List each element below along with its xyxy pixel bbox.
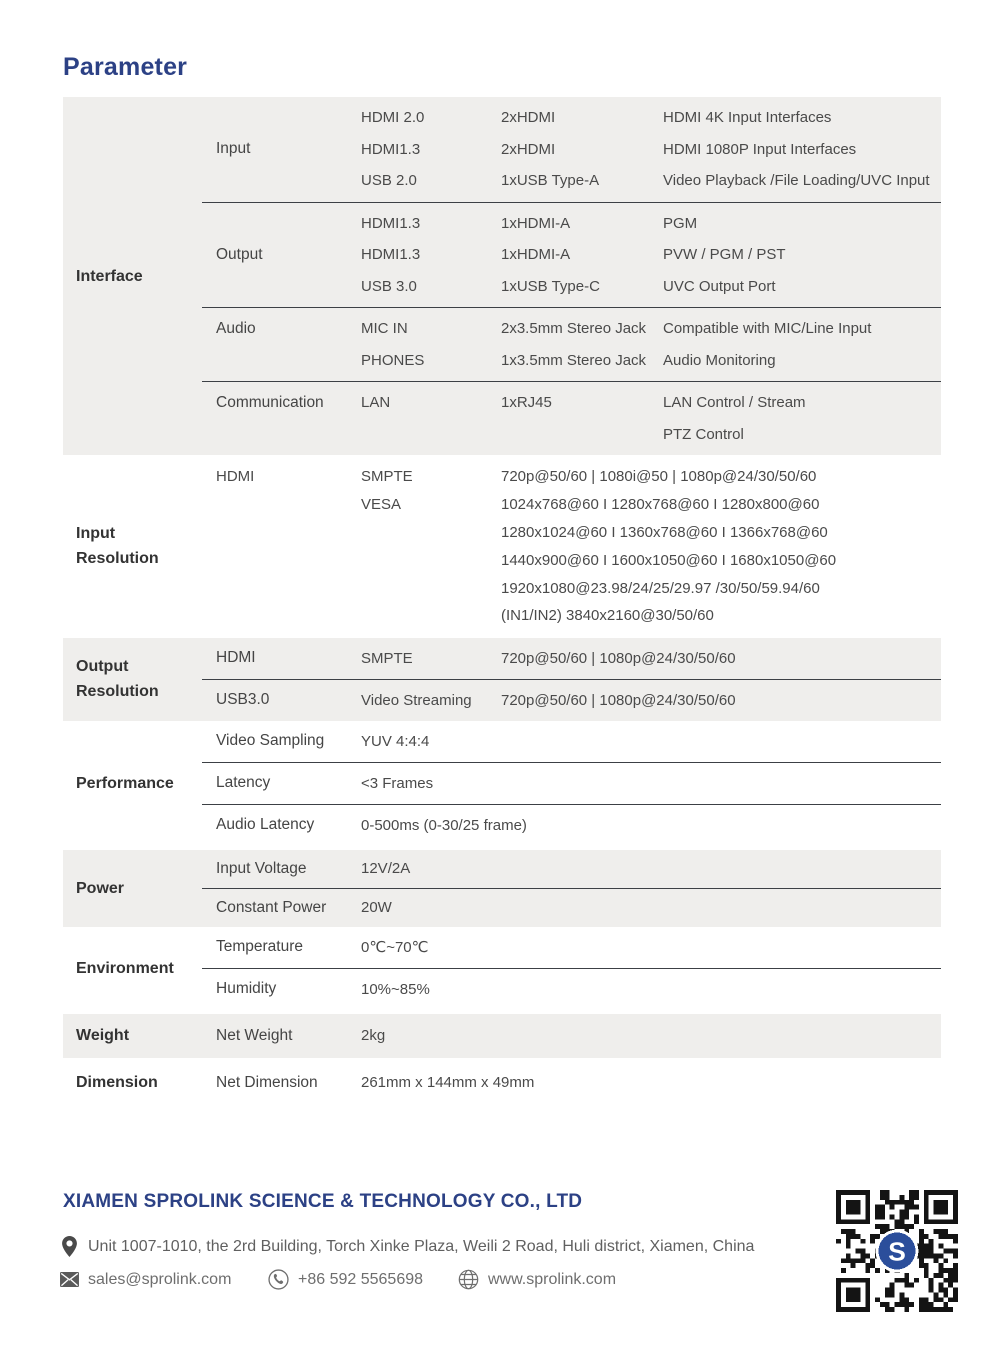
spec-cell: <3 Frames — [361, 774, 434, 792]
spec-cell: LAN — [361, 394, 391, 412]
subsection-label-temperature: Temperature — [216, 938, 304, 956]
section-label-interface: Interface — [76, 267, 143, 285]
subsection-label-hdmi: HDMI — [216, 468, 255, 486]
spec-cell: 1xUSB Type-C — [501, 277, 600, 295]
subsection-label-hdmi: HDMI — [216, 649, 256, 667]
section-output-resolution — [63, 638, 941, 721]
section-dimension — [63, 1058, 941, 1108]
spec-cell: 2xHDMI — [501, 109, 556, 127]
table-row — [361, 387, 941, 419]
spec-cell: 20W — [361, 899, 392, 917]
spec-cell: Video Streaming — [361, 691, 472, 709]
section-input-resolution — [63, 455, 941, 638]
spec-cell: LAN Control / Stream — [663, 394, 806, 412]
spec-cell: 261mm x 144mm x 49mm — [361, 1074, 535, 1092]
table-row — [361, 271, 941, 303]
section-label-performance: Performance — [76, 774, 174, 792]
section-label-dimension: Dimension — [76, 1074, 158, 1092]
group-input — [202, 97, 941, 202]
section-interface — [63, 97, 941, 455]
email-text: sales@sprolink.com — [88, 1270, 232, 1288]
svg-text:S: S — [888, 1236, 906, 1267]
phone-contact — [268, 1269, 458, 1290]
table-row — [202, 927, 941, 968]
subsection-label-input-voltage: Input Voltage — [216, 859, 307, 877]
spec-cell: YUV 4:4:4 — [361, 732, 430, 750]
table-row — [361, 419, 941, 451]
subsection-label-net-weight: Net Weight — [216, 1026, 293, 1044]
spec-cell: 720p@50/60 | 1080i@50 | 1080p@24/30/50/60 — [501, 468, 817, 486]
spec-cell: HDMI1.3 — [361, 246, 421, 264]
subsection-label-audio-latency: Audio Latency — [216, 816, 315, 834]
company-name: XIAMEN SPROLINK SCIENCE & TECHNOLOGY CO., LTD — [63, 1191, 583, 1212]
spec-cell: HDMI 2.0 — [361, 109, 425, 127]
spec-cell: HDMI1.3 — [361, 214, 421, 232]
subsection-label-usb3: USB3.0 — [216, 691, 270, 709]
section-label-power: Power — [76, 879, 125, 897]
subsection-label-humidity: Humidity — [216, 980, 277, 998]
spec-cell: Audio Monitoring — [663, 351, 776, 369]
phone-text: +86 592 5565698 — [298, 1270, 424, 1288]
spec-cell: 10%~85% — [361, 980, 430, 998]
spec-cell: 1x3.5mm Stereo Jack — [501, 351, 647, 369]
spec-cell: UVC Output Port — [663, 277, 776, 295]
spec-cell: MIC IN — [361, 320, 408, 338]
spec-cell: HDMI 1080P Input Interfaces — [663, 140, 857, 158]
spec-cell: 2kg — [361, 1027, 386, 1045]
section-environment — [63, 927, 941, 1010]
spec-cell: 2x3.5mm Stereo Jack — [501, 320, 647, 338]
spec-cell: Video Playback /File Loading/UVC Input — [663, 172, 930, 190]
table-row — [202, 721, 941, 762]
section-label-input-resolution: Input Resolution — [76, 525, 159, 568]
spec-cell: 1xHDMI-A — [501, 214, 571, 232]
subsection-label-communication: Communication — [216, 394, 324, 411]
table-row — [202, 463, 941, 491]
section-performance — [63, 721, 941, 846]
section-label-environment: Environment — [76, 959, 174, 977]
spec-cell: 12V/2A — [361, 860, 411, 878]
location-pin-icon — [62, 1236, 77, 1257]
address-text: Unit 1007-1010, the 2rd Building, Torch Xinke Plaza, Weili 2 Road, Huli district, Xiamen, China — [88, 1237, 755, 1255]
table-row — [202, 546, 941, 574]
spec-cell: SMPTE — [361, 468, 413, 486]
page-title: Parameter — [63, 53, 188, 81]
section-label-weight: Weight — [76, 1027, 130, 1045]
website-text: www.sprolink.com — [488, 1270, 617, 1288]
table-row — [202, 850, 941, 888]
spec-cell: PTZ Control — [663, 425, 744, 443]
table-row — [202, 1058, 941, 1108]
section-label-output-resolution: Output Resolution — [76, 658, 159, 701]
table-row — [361, 345, 941, 377]
table-row — [361, 102, 941, 134]
address-line — [62, 1236, 754, 1257]
spec-cell: HDMI1.3 — [361, 140, 421, 158]
contact-line — [60, 1269, 616, 1290]
spec-cell: 1xUSB Type-A — [501, 172, 600, 190]
spec-cell: 1920x1080@23.98/24/25/29.97 /30/50/59.94/60 — [501, 579, 820, 597]
subsection-label-input: Input — [216, 140, 251, 158]
spec-cell: VESA — [361, 496, 402, 514]
table-row — [202, 805, 941, 846]
spec-cell: 720p@50/60 | 1080p@24/30/50/60 — [501, 649, 736, 667]
spec-cell: PHONES — [361, 351, 425, 369]
spec-cell: HDMI 4K Input Interfaces — [663, 109, 832, 127]
table-row — [361, 239, 941, 271]
table-row — [202, 969, 941, 1010]
table-row — [202, 519, 941, 547]
phone-icon — [268, 1269, 289, 1290]
table-row — [202, 1014, 941, 1058]
spec-cell: (IN1/IN2) 3840x2160@30/50/60 — [501, 607, 714, 625]
group-communication — [202, 381, 941, 455]
table-row — [202, 491, 941, 519]
spec-cell: 0℃~70℃ — [361, 939, 429, 957]
table-row — [202, 574, 941, 602]
spec-cell: 1xHDMI-A — [501, 246, 571, 264]
spec-cell: SMPTE — [361, 649, 413, 667]
subsection-label-constant-power: Constant Power — [216, 898, 327, 916]
table-row — [202, 763, 941, 804]
email-contact — [60, 1271, 268, 1289]
subsection-label-latency: Latency — [216, 774, 271, 792]
parameter-table — [63, 97, 941, 1108]
subsection-label-video-sampling: Video Sampling — [216, 732, 325, 750]
envelope-icon — [60, 1272, 79, 1287]
subsection-label-net-dimension: Net Dimension — [216, 1073, 318, 1091]
spec-cell: Compatible with MIC/Line Input — [663, 320, 872, 338]
globe-icon — [458, 1269, 479, 1290]
spec-cell: 2xHDMI — [501, 140, 556, 158]
spec-cell: USB 2.0 — [361, 172, 417, 190]
section-weight — [63, 1014, 941, 1058]
spec-cell: 1024x768@60 I 1280x768@60 I 1280x800@60 — [501, 496, 820, 514]
spec-cell: 0-500ms (0-30/25 frame) — [361, 816, 527, 834]
group-audio — [202, 307, 941, 381]
qr-code — [836, 1190, 958, 1312]
group-output — [202, 202, 941, 308]
spec-cell: PGM — [663, 214, 698, 232]
spec-cell: 720p@50/60 | 1080p@24/30/50/60 — [501, 691, 736, 709]
table-row — [202, 638, 941, 679]
spec-cell: 1xRJ45 — [501, 394, 552, 412]
table-row — [202, 602, 941, 630]
subsection-label-audio: Audio — [216, 320, 256, 337]
website-contact — [458, 1269, 616, 1290]
table-row — [202, 889, 941, 927]
spec-cell: PVW / PGM / PST — [663, 246, 786, 264]
subsection-label-output: Output — [216, 245, 263, 263]
table-row — [361, 313, 941, 345]
table-row — [361, 165, 941, 197]
table-row — [361, 208, 941, 240]
section-power — [63, 850, 941, 927]
spec-cell: 1440x900@60 I 1600x1050@60 I 1680x1050@60 — [501, 551, 837, 569]
spec-cell: 1280x1024@60 I 1360x768@60 I 1366x768@60 — [501, 523, 828, 541]
table-row — [202, 680, 941, 721]
table-row — [361, 134, 941, 166]
spec-cell: USB 3.0 — [361, 277, 417, 295]
